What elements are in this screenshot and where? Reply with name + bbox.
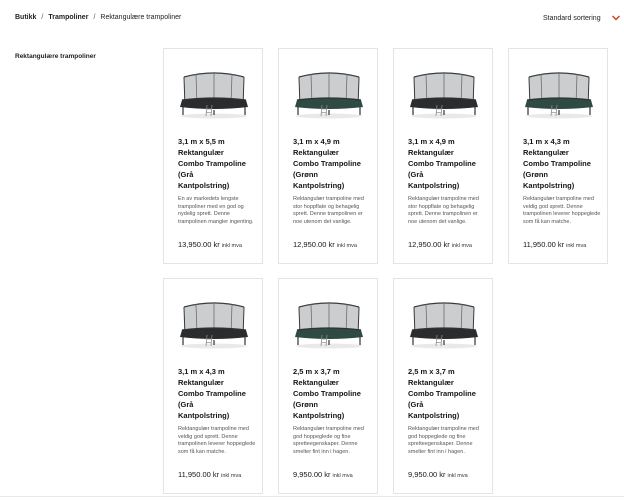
product-title-line: Rektangulær [293, 148, 339, 157]
product-title-line: 3,1 m x 4,3 m [523, 137, 570, 146]
product-image[interactable] [291, 67, 367, 119]
product-description: Rektangulær trampoline med god hoppeglede og fine spretteegenskaper. Denne smelter fint inn i hagen. [293, 426, 364, 455]
price-amount: 12,950.00 kr [293, 240, 335, 249]
product-title-line: 2,5 m x 3,7 m [408, 367, 455, 376]
product-title-line: 3,1 m x 5,5 m [178, 137, 225, 146]
product-card[interactable] [393, 278, 493, 494]
product-title-line: 2,5 m x 3,7 m [293, 367, 340, 376]
price-amount: 9,950.00 kr [293, 470, 331, 479]
product-price [178, 470, 241, 479]
product-title-line: Combo Trampoline [293, 389, 361, 398]
product-title-line: Combo Trampoline [178, 389, 246, 398]
product-title[interactable] [408, 366, 488, 421]
product-price [178, 240, 242, 249]
price-vat-label: inkl mva [447, 473, 468, 479]
product-price [293, 240, 357, 249]
product-title-line: Rektangulær [178, 378, 224, 387]
trampoline-image [291, 297, 367, 349]
product-description: En av markedets lengste trampoliner med en god og nydelig sprett. Denne trampolinen mangler ingenting. [178, 196, 254, 225]
product-title-line: (Grå [408, 400, 424, 409]
product-title-line: (Grå [178, 400, 194, 409]
product-title[interactable] [408, 136, 488, 191]
product-description: Rektangulær trampoline med stor hoppflate og behagelig sprett. Denne trampolinen er noe utenom det vanlige. [293, 196, 364, 225]
product-title[interactable] [178, 136, 258, 191]
product-title-line: Kantpolstring) [293, 181, 345, 190]
product-card[interactable] [278, 48, 378, 264]
price-amount: 9,950.00 kr [408, 470, 446, 479]
product-title-line: Rektangulær [293, 378, 339, 387]
product-card[interactable] [163, 278, 263, 494]
price-vat-label: inkl mva [221, 473, 242, 479]
sort-label: Standard sortering [543, 14, 601, 22]
product-image[interactable] [176, 297, 252, 349]
product-title-line: (Grønn [293, 400, 318, 409]
price-vat-label: inkl mva [451, 243, 472, 249]
price-vat-label: inkl mva [332, 473, 353, 479]
product-image[interactable] [176, 67, 252, 119]
product-title-line: Kantpolstring) [408, 181, 460, 190]
product-title-line: Kantpolstring) [178, 411, 230, 420]
price-amount: 13,950.00 kr [178, 240, 220, 249]
product-title-line: Combo Trampoline [178, 159, 246, 168]
product-title-line: Kantpolstring) [178, 181, 230, 190]
product-title-line: Kantpolstring) [523, 181, 575, 190]
product-title-line: (Grønn [523, 170, 548, 179]
breadcrumb-separator: / [41, 14, 44, 21]
product-card[interactable] [163, 48, 263, 264]
product-price [408, 240, 472, 249]
breadcrumb-link-shop[interactable]: Butikk [15, 14, 37, 21]
product-image[interactable] [521, 67, 597, 119]
product-title[interactable] [178, 366, 258, 421]
price-amount: 11,950.00 kr [178, 470, 220, 479]
product-title-line: Rektangulær [523, 148, 569, 157]
product-title-line: Rektangulær [408, 148, 454, 157]
product-title-line: (Grå [178, 170, 194, 179]
category-title: Rektangulære trampoliner [15, 53, 96, 60]
price-amount: 12,950.00 kr [408, 240, 450, 249]
product-price [293, 470, 353, 479]
product-title-line: Rektangulær [408, 378, 454, 387]
price-vat-label: inkl mva [221, 243, 242, 249]
divider [0, 496, 624, 497]
product-title-line: Combo Trampoline [408, 159, 476, 168]
breadcrumb-current: Rektangulære trampoliner [100, 14, 182, 21]
trampoline-image [176, 67, 252, 119]
product-title-line: Combo Trampoline [293, 159, 361, 168]
product-price [523, 240, 586, 249]
product-title-line: Rektangulær [178, 148, 224, 157]
product-price [408, 470, 468, 479]
product-description: Rektangulær trampoline med veldig god sprett. Denne trampolinen leverer hoppeglede som få kan matche. [178, 426, 256, 455]
product-image[interactable] [406, 67, 482, 119]
trampoline-image [406, 67, 482, 119]
product-description: Rektangulær trampoline med god hoppeglede og fine spretteegenskaper. Denne smelter fint inn i hagen. [408, 426, 479, 455]
breadcrumb-link-trampolines[interactable]: Trampoliner [48, 14, 89, 21]
product-title-line: (Grå [408, 170, 424, 179]
product-title[interactable] [293, 366, 373, 421]
product-card[interactable] [508, 48, 608, 264]
product-description: Rektangulær trampoline med stor hoppflate og behagelig sprett. Denne trampolinen er noe utenom det vanlige. [408, 196, 479, 225]
chevron-down-icon [611, 14, 621, 22]
breadcrumb-separator: / [93, 14, 96, 21]
product-title-line: Kantpolstring) [293, 411, 345, 420]
product-title-line: 3,1 m x 4,9 m [293, 137, 340, 146]
trampoline-image [176, 297, 252, 349]
product-image[interactable] [291, 297, 367, 349]
trampoline-image [291, 67, 367, 119]
product-image[interactable] [406, 297, 482, 349]
price-vat-label: inkl mva [566, 243, 587, 249]
trampoline-image [521, 67, 597, 119]
product-description: Rektangulær trampoline med veldig god sprett. Denne trampolinen leverer hoppeglede som få kan matche. [523, 196, 601, 225]
sort-dropdown[interactable] [543, 14, 621, 22]
breadcrumb [15, 14, 181, 21]
product-card[interactable] [393, 48, 493, 264]
price-vat-label: inkl mva [336, 243, 357, 249]
product-title-line: Combo Trampoline [523, 159, 591, 168]
product-title-line: Kantpolstring) [408, 411, 460, 420]
price-amount: 11,950.00 kr [523, 240, 565, 249]
product-title-line: Combo Trampoline [408, 389, 476, 398]
product-title-line: (Grønn [293, 170, 318, 179]
trampoline-image [406, 297, 482, 349]
product-title[interactable] [523, 136, 603, 191]
product-title-line: 3,1 m x 4,3 m [178, 367, 225, 376]
product-title[interactable] [293, 136, 373, 191]
product-card[interactable] [278, 278, 378, 494]
product-title-line: 3,1 m x 4,9 m [408, 137, 455, 146]
